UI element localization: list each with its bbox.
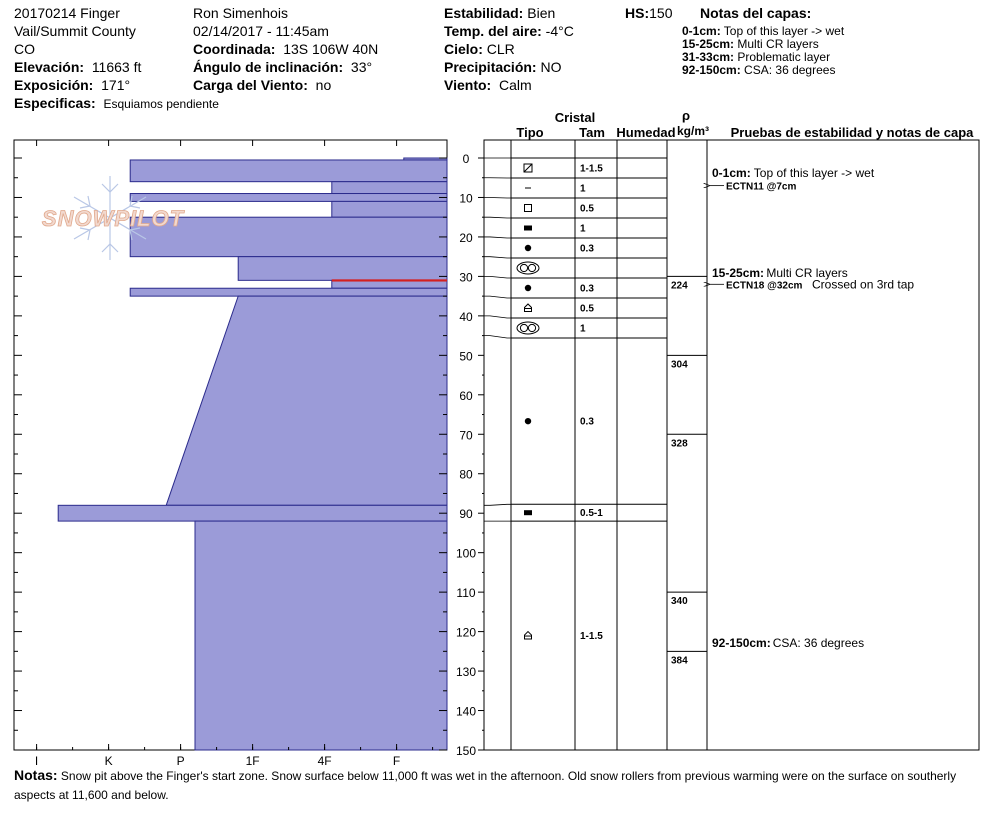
hardness-bar xyxy=(195,521,447,750)
observer: Ron Simenhois xyxy=(193,5,288,21)
test-note: Crossed on 3rd tap xyxy=(812,277,915,292)
rounded-icon xyxy=(525,418,531,424)
annotation-text: Top of this layer -> wet xyxy=(753,166,875,180)
melt-crust-icon xyxy=(524,226,532,231)
test-code: ECTN11 @7cm xyxy=(726,181,797,193)
sky-row: Cielo: CLR xyxy=(444,41,515,57)
grain-size: 1 xyxy=(580,323,586,335)
notes-text: Snow pit above the Finger's start zone. Snow surface below 11,000 ft was wet in the afternoon. Old snow rollers from previous warming were on the surface on southerly aspects at 11,600 and below. xyxy=(14,769,957,802)
header-density-unit: kg/m³ xyxy=(676,124,710,138)
precip-row: Precipitación: NO xyxy=(444,59,562,75)
depth-label: 100 xyxy=(455,546,477,561)
hs-row: HS:150 xyxy=(625,5,673,21)
annotation-range: 15-25cm: xyxy=(712,266,765,280)
coord-row: Coordinada: 13S 106W 40N xyxy=(193,41,379,57)
hardness-tick-label: K xyxy=(104,754,113,765)
pit-name: 20170214 Finger xyxy=(14,5,120,21)
wind-row: Viento: Calm xyxy=(444,77,532,93)
header-cristal: Cristal xyxy=(554,110,596,125)
hardness-tick-label: 4F xyxy=(317,754,332,765)
layer-table-frame xyxy=(484,140,979,750)
melt-crust-icon xyxy=(524,510,532,515)
depth-label: 0 xyxy=(462,152,470,166)
density-value: 340 xyxy=(671,596,688,608)
hardness-bar xyxy=(58,505,447,521)
header-humedad: Humedad xyxy=(616,125,676,140)
depth-label: 130 xyxy=(455,665,477,680)
wind-value: Calm xyxy=(498,77,532,93)
depth-label: 60 xyxy=(459,388,473,403)
slope-row: Ángulo de inclinación: 33° xyxy=(193,59,373,75)
hardness-tick-label: F xyxy=(392,754,401,765)
hardness-bar xyxy=(332,182,447,194)
header-tipo: Tipo xyxy=(516,125,544,140)
density-value: 328 xyxy=(671,438,688,450)
notes-label: Notas: xyxy=(14,767,58,783)
wind-load-value: no xyxy=(315,77,332,93)
header-tests: Pruebas de estabilidad y notas de capa xyxy=(730,125,974,140)
layer-note-text: Multi CR layers xyxy=(734,37,819,51)
aspect-value: 171° xyxy=(101,77,131,93)
snowpilot-wordmark: SNOWPILOT xyxy=(41,206,185,231)
hardness-bar xyxy=(238,257,447,281)
depth-label: 70 xyxy=(459,428,473,443)
grain-size: 0.3 xyxy=(580,243,594,255)
sky-value: CLR xyxy=(486,41,515,57)
depth-label: 140 xyxy=(455,704,477,719)
elevation-row: Elevación: 11663 ft xyxy=(14,59,142,75)
depth-label: 120 xyxy=(455,625,477,640)
grain-size: 0.3 xyxy=(580,416,594,428)
problem-layer-marker xyxy=(332,279,447,281)
location: Vail/Summit County xyxy=(14,23,136,39)
depth-label: 20 xyxy=(459,230,473,245)
depth-label: 10 xyxy=(459,191,473,206)
annotation-text: Multi CR layers xyxy=(766,266,848,280)
density-value: 304 xyxy=(671,359,688,371)
air-temp-value: -4°C xyxy=(545,23,574,39)
hardness-tick-label: P xyxy=(176,754,185,765)
layer-note-range: 31-33cm: xyxy=(682,50,735,64)
layer-note-text: Problematic layer xyxy=(734,50,831,64)
wind-load-row: Carga del Viento: no xyxy=(193,77,332,93)
grain-size: 1-1.5 xyxy=(580,631,603,643)
specifics-row: Especificas: Esquiamos pendiente xyxy=(14,95,219,111)
rounded-icon xyxy=(525,285,531,291)
layer-note-text: CSA: 36 degrees xyxy=(740,63,836,77)
hardness-bar xyxy=(332,201,447,217)
grain-size: 1-1.5 xyxy=(580,163,603,175)
depth-label: 50 xyxy=(459,349,473,364)
layer-note-range: 0-1cm: xyxy=(682,24,721,38)
header-tam: Tam xyxy=(579,125,605,140)
annotation-text: CSA: 36 degrees xyxy=(772,636,865,650)
depth-label: 80 xyxy=(459,467,473,482)
hardness-bar xyxy=(130,160,447,182)
notes xyxy=(14,766,979,805)
elevation-value: 11663 ft xyxy=(91,59,142,75)
grain-size: 0.5-1 xyxy=(580,508,603,520)
hardness-tick-label: 1F xyxy=(245,754,260,765)
specifics-value: Esquiamos pendiente xyxy=(103,97,219,111)
layer-notes-title: Notas del capas: xyxy=(700,5,812,21)
header-rho: ρ xyxy=(681,108,691,123)
precip-value: NO xyxy=(540,59,562,75)
coord-value: 13S 106W 40N xyxy=(283,41,379,57)
air-temp-row: Temp. del aire: -4°C xyxy=(444,23,574,39)
stability-row: Estabilidad: Bien xyxy=(444,5,556,21)
hardness-bar xyxy=(130,194,447,202)
grain-size: 1 xyxy=(580,223,586,235)
grain-size: 0.5 xyxy=(580,203,594,215)
layer-note-range: 15-25cm: xyxy=(682,37,735,51)
density-value: 224 xyxy=(671,280,688,292)
annotation-range: 0-1cm: xyxy=(712,166,751,180)
hs-value: 150 xyxy=(649,5,673,21)
hardness-bar xyxy=(130,288,447,296)
stability-value: Bien xyxy=(527,5,556,21)
state: CO xyxy=(14,41,35,57)
rounded-icon xyxy=(525,245,531,251)
datetime: 02/14/2017 - 11:45am xyxy=(193,23,329,39)
depth-label: 110 xyxy=(456,586,476,601)
layer-note-text: Top of this layer -> wet xyxy=(720,24,845,38)
depth-label: 40 xyxy=(459,309,473,324)
depth-label: 30 xyxy=(459,270,473,285)
hardness-tick-label: I xyxy=(34,754,39,765)
depth-label: 90 xyxy=(459,507,473,522)
grain-size: 0.5 xyxy=(580,303,594,315)
depth-label: 150 xyxy=(455,744,477,758)
annotation-range: 92-150cm: xyxy=(712,636,771,650)
grain-size: 0.3 xyxy=(580,283,594,295)
slope-value: 33° xyxy=(350,59,373,75)
density-value: 384 xyxy=(671,655,688,667)
test-code: ECTN18 @32cm xyxy=(726,280,803,292)
layer-note-range: 92-150cm: xyxy=(682,63,741,77)
aspect-row: Exposición: 171° xyxy=(14,77,131,93)
grain-size: 1 xyxy=(580,183,586,195)
